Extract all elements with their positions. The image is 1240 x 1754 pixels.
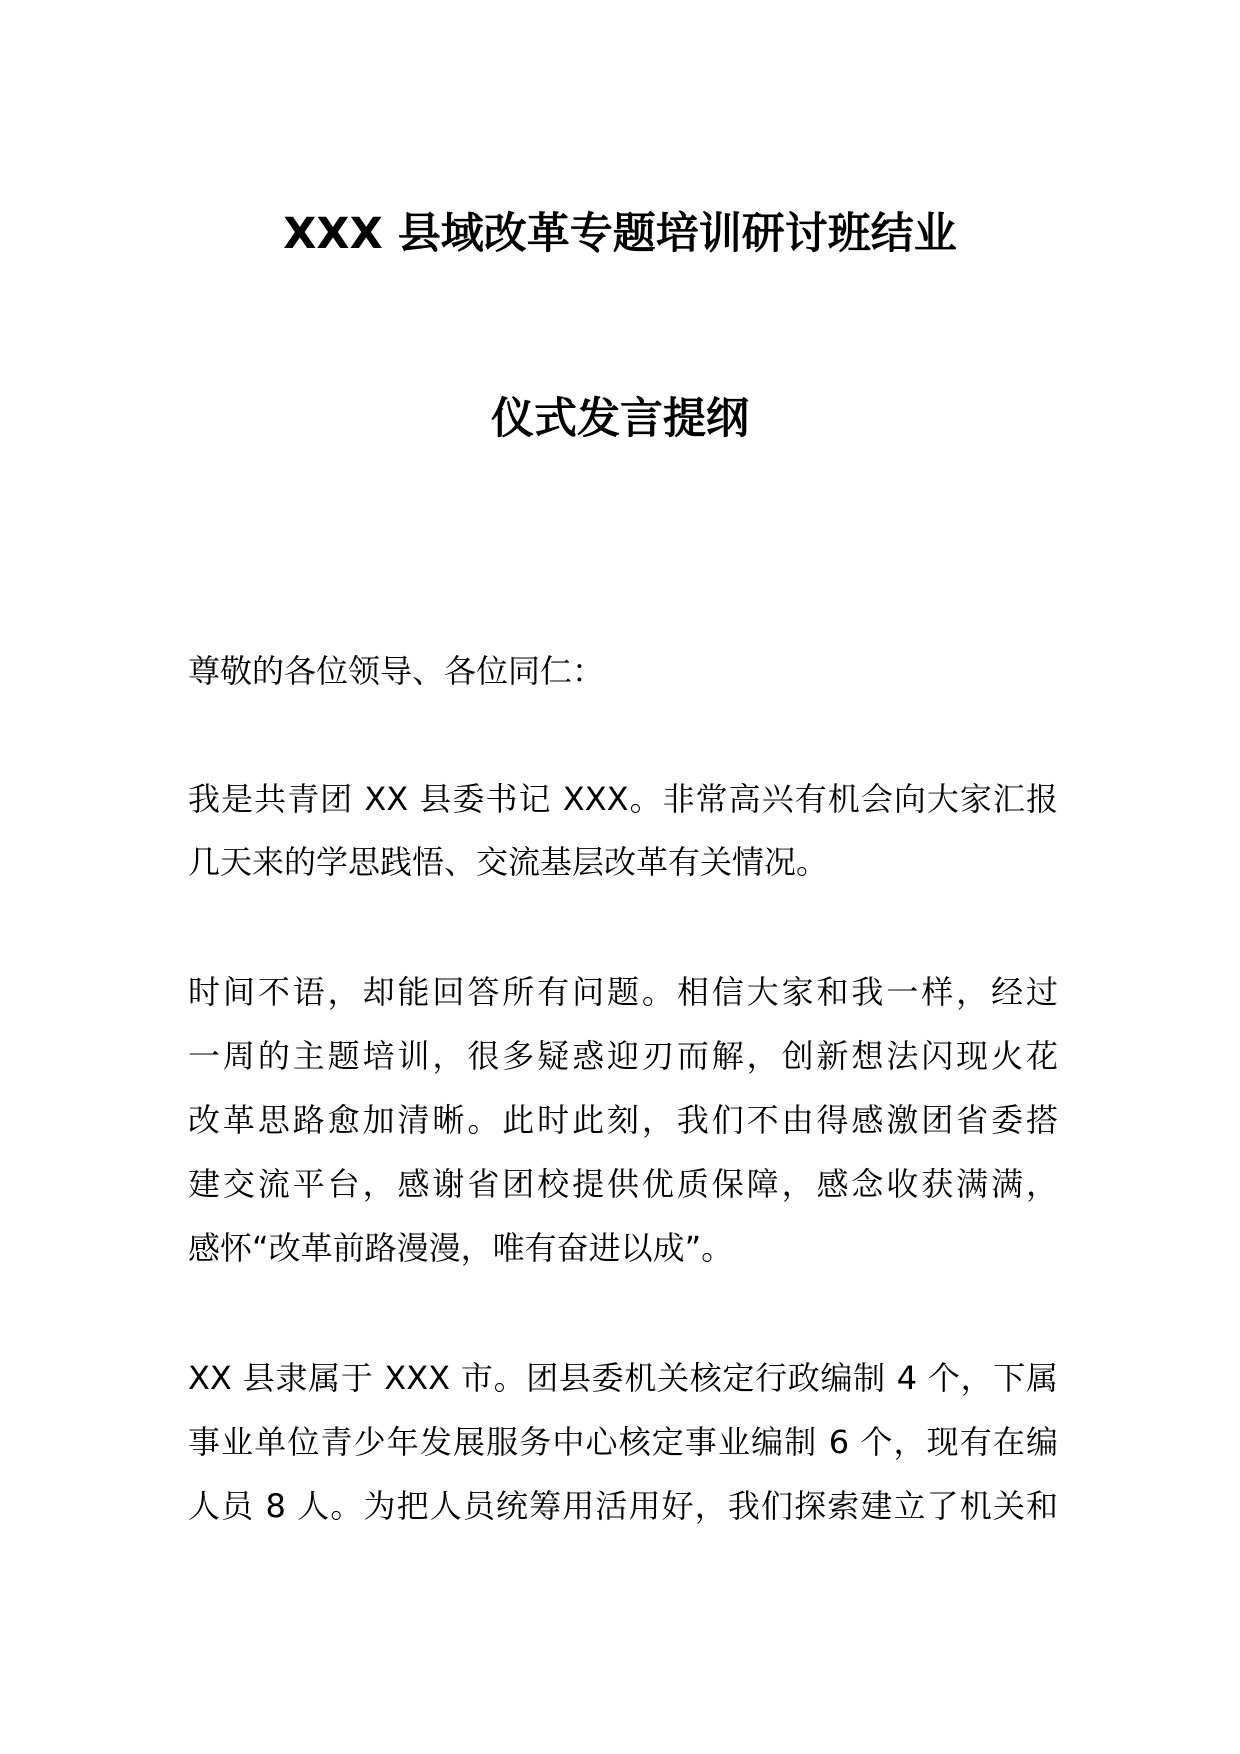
paragraph-2-line-4: 建交流平台，感谢省团校提供优质保障，感念收获满满， [188, 1165, 1058, 1203]
salutation: 尊敬的各位领导、各位同仁： [188, 652, 605, 690]
paragraph-3-line-3: 人员 8 人。为把人员统筹用活用好，我们探索建立了机关和 [188, 1487, 1058, 1525]
paragraph-3-line-2: 事业单位青少年发展服务中心核定事业编制 6 个，现有在编 [188, 1423, 1058, 1461]
paragraph-2-line-5: 感怀“改革前路漫漫，唯有奋进以成”。 [188, 1229, 734, 1267]
paragraph-3-line-1: XX 县隶属于 XXX 市。团县委机关核定行政编制 4 个，下属 [188, 1359, 1058, 1397]
document-title-line-2: 仪式发言提纲 [491, 394, 749, 444]
paragraph-1-line-2: 几天来的学思践悟、交流基层改革有关情况。 [188, 843, 829, 881]
paragraph-1-line-1: 我是共青团 XX 县委书记 XXX。非常高兴有机会向大家汇报 [188, 780, 1058, 818]
document-title-line-1: XXX 县域改革专题培训研讨班结业 [283, 209, 957, 259]
paragraph-2-line-1: 时间不语，却能回答所有问题。相信大家和我一样，经过 [188, 973, 1058, 1011]
paragraph-2-line-2: 一周的主题培训，很多疑惑迎刃而解，创新想法闪现火花 [188, 1037, 1058, 1075]
paragraph-2-line-3: 改革思路愈加清晰。此时此刻，我们不由得感激团省委搭 [188, 1101, 1058, 1139]
